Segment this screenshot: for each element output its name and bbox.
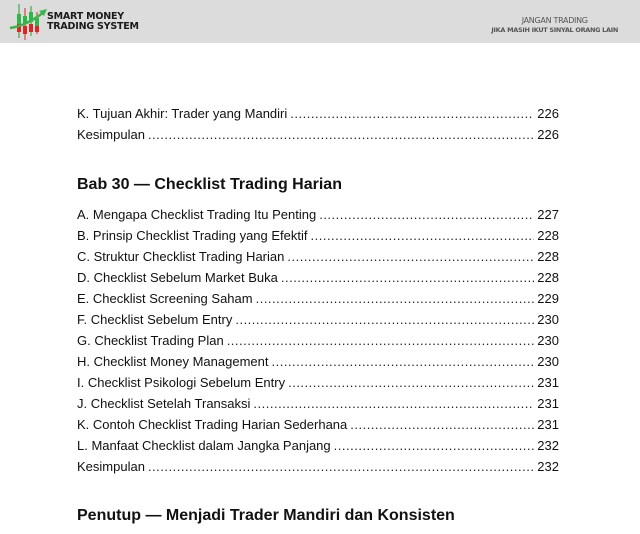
toc-entry[interactable]: [77, 204, 559, 225]
toc-entry[interactable]: [77, 330, 559, 351]
toc-entry-page: 228: [537, 228, 559, 243]
toc-entry[interactable]: [77, 246, 559, 267]
toc-entry-title: Kesimpulan: [77, 127, 145, 142]
leader-dots: [256, 288, 535, 309]
toc-entry-title: K. Contoh Checklist Trading Harian Sederhana: [77, 417, 348, 432]
page-header: [0, 0, 640, 43]
toc-entry-title: A. Mengapa Checklist Trading Itu Penting: [77, 207, 317, 222]
toc-entry-page: 228: [537, 249, 559, 264]
chapter-heading: Bab 30 — Checklist Trading Harian: [77, 176, 342, 193]
toc-entry[interactable]: [77, 288, 559, 309]
leader-dots: [334, 435, 535, 456]
brand-line-2: TRADING SYSTEM: [47, 21, 139, 32]
toc-entry-title: G. Checklist Trading Plan: [77, 333, 224, 348]
leader-dots: [288, 372, 534, 393]
toc-entry-title: E. Checklist Screening Saham: [77, 291, 253, 306]
brand-line-1: SMART MONEY: [47, 11, 124, 22]
leader-dots: [290, 103, 534, 124]
leader-dots: [148, 124, 534, 145]
toc-entry-title: B. Prinsip Checklist Trading yang Efektif: [77, 228, 308, 243]
toc-entry[interactable]: [77, 393, 559, 414]
tagline-line-2: JIKA MASIH IKUT SINYAL ORANG LAIN: [491, 26, 618, 34]
toc-prev-section: [77, 103, 559, 145]
toc-entry-title: H. Checklist Money Management: [77, 354, 269, 369]
toc-entry-page: 226: [537, 127, 559, 142]
leader-dots: [311, 225, 535, 246]
leader-dots: [148, 456, 534, 477]
brand-name: [47, 12, 139, 32]
toc-entry[interactable]: [77, 309, 559, 330]
toc-entry[interactable]: [77, 456, 559, 477]
toc-entry-title: F. Checklist Sebelum Entry: [77, 312, 233, 327]
toc-entry-title: I. Checklist Psikologi Sebelum Entry: [77, 375, 286, 390]
toc-chapter-30: [77, 204, 559, 477]
leader-dots: [227, 330, 535, 351]
toc-entry-page: 226: [537, 106, 559, 121]
toc-entry[interactable]: [77, 351, 559, 372]
leader-dots: [253, 393, 534, 414]
toc-entry-page: 230: [537, 312, 559, 327]
toc-entry[interactable]: [77, 225, 559, 246]
toc-entry[interactable]: [77, 267, 559, 288]
toc-entry[interactable]: [77, 414, 559, 435]
toc-entry-title: L. Manfaat Checklist dalam Jangka Panjang: [77, 438, 331, 453]
toc-entry-page: 229: [537, 291, 559, 306]
toc-entry[interactable]: [77, 124, 559, 145]
toc-entry-page: 231: [537, 375, 559, 390]
toc-entry-page: 232: [537, 459, 559, 474]
toc-entry[interactable]: [77, 372, 559, 393]
leader-dots: [271, 351, 534, 372]
candlestick-chart-arrow-icon: [6, 2, 48, 42]
toc-entry-title: D. Checklist Sebelum Market Buka: [77, 270, 278, 285]
toc-entry-page: 230: [537, 354, 559, 369]
tagline-line-1: JANGAN TRADING: [521, 16, 588, 25]
toc-entry-page: 228: [537, 270, 559, 285]
leader-dots: [319, 204, 534, 225]
toc-entry-title: K. Tujuan Akhir: Trader yang Mandiri: [77, 106, 288, 121]
toc-entry-page: 231: [537, 417, 559, 432]
header-tagline: [491, 16, 618, 35]
toc-entry-page: 227: [537, 207, 559, 222]
closing-heading: Penutup — Menjadi Trader Mandiri dan Konsisten: [77, 507, 455, 524]
leader-dots: [287, 246, 534, 267]
toc-entry[interactable]: [77, 435, 559, 456]
toc-entry[interactable]: [77, 103, 559, 124]
toc-entry-page: 232: [537, 438, 559, 453]
leader-dots: [235, 309, 534, 330]
toc-entry-page: 230: [537, 333, 559, 348]
toc-entry-title: C. Struktur Checklist Trading Harian: [77, 249, 285, 264]
toc-entry-title: Kesimpulan: [77, 459, 145, 474]
toc-entry-page: 231: [537, 396, 559, 411]
leader-dots: [281, 267, 534, 288]
toc-entry-title: J. Checklist Setelah Transaksi: [77, 396, 251, 411]
leader-dots: [350, 414, 534, 435]
